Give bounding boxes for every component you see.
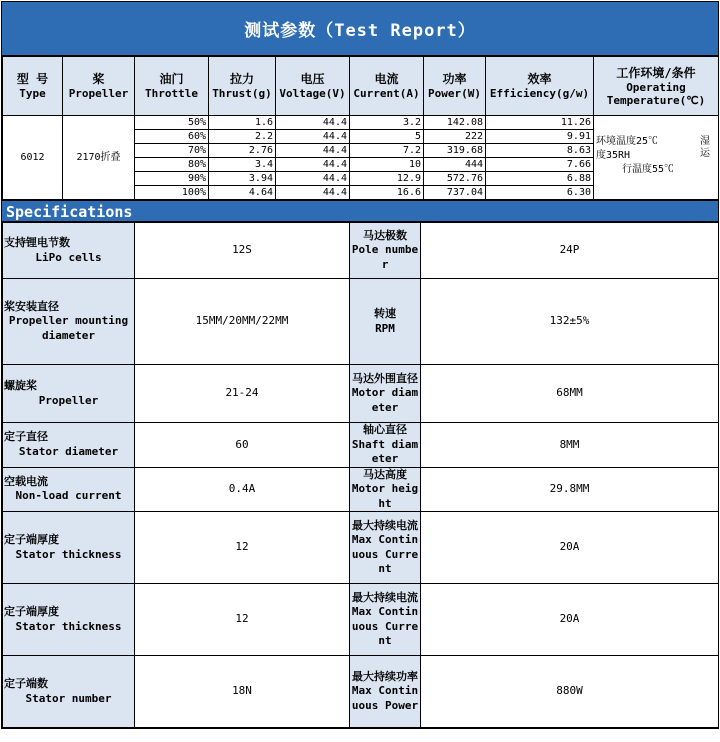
spec-value: 68MM bbox=[421, 365, 719, 423]
spec-rows bbox=[3, 223, 719, 728]
spec-label bbox=[3, 279, 135, 365]
spec-label-en: Non-load current bbox=[15, 489, 122, 503]
spec-label-zh: 马达外围直径 bbox=[352, 371, 418, 385]
spec-label-en: Propeller mounting diameter bbox=[8, 314, 129, 342]
header-voltage: 电压 Voltage(V) bbox=[276, 57, 350, 116]
environment-text: 度35RH bbox=[596, 150, 631, 161]
specifications-table bbox=[2, 222, 719, 728]
voltage-cell: 44.4 bbox=[276, 186, 350, 200]
spec-label-zh: 定子端厚度 bbox=[4, 605, 59, 618]
header-model: 型 号 Type bbox=[3, 57, 63, 116]
spec-label-en: Stator thickness bbox=[15, 547, 122, 561]
spec-value: 24P bbox=[421, 223, 719, 279]
header-propeller: 桨 Propeller bbox=[63, 57, 135, 116]
spec-label-en: LiPo cells bbox=[35, 250, 102, 264]
header-power: 功率 Power(W) bbox=[424, 57, 486, 116]
throttle-cell: 70% bbox=[135, 144, 209, 158]
spec-label bbox=[350, 279, 421, 365]
spec-label-zh: 空载电流 bbox=[4, 474, 48, 488]
header-throttle: 油门 Throttle bbox=[135, 57, 209, 116]
spec-label-zh: 马达高度 bbox=[363, 467, 407, 481]
throttle-cell: 100% bbox=[135, 186, 209, 200]
thrust-cell: 3.4 bbox=[209, 158, 276, 172]
spec-label-en: RPM bbox=[375, 321, 395, 335]
spec-label-zh: 定子端数 bbox=[4, 677, 48, 690]
spec-row bbox=[3, 223, 719, 279]
spec-value: 132±5% bbox=[421, 279, 719, 365]
spec-label-zh: 最大持续电流 bbox=[352, 590, 418, 604]
spec-value: 21-24 bbox=[135, 365, 350, 423]
spec-value: 20A bbox=[421, 512, 719, 584]
spec-label-zh: 轴心直径 bbox=[363, 423, 407, 436]
environment-text: 环境温度25℃ bbox=[596, 136, 659, 147]
report-title: 测试参数（Test Report） bbox=[2, 2, 718, 56]
throttle-cell: 80% bbox=[135, 158, 209, 172]
spec-label bbox=[3, 584, 135, 656]
spec-value: 880W bbox=[421, 656, 719, 728]
power-cell: 737.04 bbox=[424, 186, 486, 200]
spec-label-zh: 马达极数 bbox=[363, 228, 407, 242]
spec-label bbox=[3, 512, 135, 584]
spec-value: 12S bbox=[135, 223, 350, 279]
spec-label-en: Max Continuous Current bbox=[351, 533, 419, 575]
test-header-row bbox=[3, 57, 719, 116]
spec-label bbox=[350, 512, 421, 584]
throttle-cell: 50% bbox=[135, 116, 209, 130]
spec-label bbox=[350, 467, 421, 512]
spec-value: 29.8MM bbox=[421, 467, 719, 512]
spec-row bbox=[3, 279, 719, 365]
spec-value: 8MM bbox=[421, 423, 719, 468]
environment-text: 行温度55℃ bbox=[622, 164, 675, 175]
spec-label-en: Propeller bbox=[38, 393, 99, 407]
spec-label bbox=[350, 584, 421, 656]
spec-label bbox=[3, 467, 135, 512]
spec-row bbox=[3, 656, 719, 728]
efficiency-cell: 11.26 bbox=[486, 116, 594, 130]
throttle-cell: 90% bbox=[135, 172, 209, 186]
spec-label-zh: 桨安装直径 bbox=[4, 299, 59, 313]
spec-label bbox=[3, 223, 135, 279]
spec-value: 60 bbox=[135, 423, 350, 468]
spec-value: 0.4A bbox=[135, 467, 350, 512]
spec-label-en: Motor diameter bbox=[351, 386, 419, 414]
test-report-table bbox=[2, 56, 719, 200]
spec-label-en: Stator thickness bbox=[15, 619, 122, 633]
efficiency-cell: 7.66 bbox=[486, 158, 594, 172]
spec-row bbox=[3, 467, 719, 512]
spec-label bbox=[3, 423, 135, 468]
spec-label-en: Pole number bbox=[351, 243, 419, 271]
spec-row bbox=[3, 423, 719, 468]
spec-label-zh: 支持锂电节数 bbox=[4, 236, 70, 249]
specifications-title: Specifications bbox=[2, 200, 718, 222]
spec-label-en: Max Continuous Current bbox=[351, 605, 419, 647]
spec-value: 12 bbox=[135, 512, 350, 584]
spec-label-en: Max Continuous Power bbox=[351, 684, 419, 712]
current-cell: 7.2 bbox=[350, 144, 424, 158]
spec-row bbox=[3, 365, 719, 423]
spec-label-zh: 定子直径 bbox=[4, 430, 48, 444]
efficiency-cell: 6.30 bbox=[486, 186, 594, 200]
spec-label-zh: 最大持续功率 bbox=[352, 669, 418, 683]
voltage-cell: 44.4 bbox=[276, 116, 350, 130]
current-cell: 5 bbox=[350, 130, 424, 144]
header-current: 电流 Current(A) bbox=[350, 57, 424, 116]
spec-label-en: Stator diameter bbox=[18, 444, 119, 458]
thrust-cell: 4.64 bbox=[209, 186, 276, 200]
environment-text: 湿运 bbox=[700, 136, 710, 159]
spec-label-en: Stator number bbox=[25, 691, 112, 705]
test-row bbox=[3, 116, 719, 130]
spec-label bbox=[350, 223, 421, 279]
model-cell: 6012 bbox=[3, 116, 63, 200]
power-cell: 572.76 bbox=[424, 172, 486, 186]
spec-label bbox=[350, 656, 421, 728]
spec-label bbox=[350, 365, 421, 423]
propeller-cell: 2170折叠 bbox=[63, 116, 135, 200]
thrust-cell: 2.76 bbox=[209, 144, 276, 158]
spec-row bbox=[3, 512, 719, 584]
spec-value: 20A bbox=[421, 584, 719, 656]
current-cell: 16.6 bbox=[350, 186, 424, 200]
spec-label bbox=[350, 423, 421, 468]
spec-label-en: Motor height bbox=[351, 482, 419, 510]
efficiency-cell: 8.63 bbox=[486, 144, 594, 158]
spec-value: 12 bbox=[135, 584, 350, 656]
header-thrust: 拉力 Thrust(g) bbox=[209, 57, 276, 116]
spec-label bbox=[3, 656, 135, 728]
environment-cell bbox=[594, 116, 719, 200]
efficiency-cell: 6.88 bbox=[486, 172, 594, 186]
spec-value: 18N bbox=[135, 656, 350, 728]
header-efficiency: 效率 Efficiency(g/w) bbox=[486, 57, 594, 116]
spec-label-zh: 螺旋桨 bbox=[4, 379, 37, 392]
voltage-cell: 44.4 bbox=[276, 158, 350, 172]
thrust-cell: 2.2 bbox=[209, 130, 276, 144]
header-environment: 工作环境/条件 Operating Temperature(℃) bbox=[594, 57, 719, 116]
current-cell: 3.2 bbox=[350, 116, 424, 130]
power-cell: 142.08 bbox=[424, 116, 486, 130]
report-sheet bbox=[1, 1, 719, 729]
voltage-cell: 44.4 bbox=[276, 130, 350, 144]
thrust-cell: 1.6 bbox=[209, 116, 276, 130]
test-rows bbox=[3, 116, 719, 200]
spec-value: 15MM/20MM/22MM bbox=[135, 279, 350, 365]
power-cell: 222 bbox=[424, 130, 486, 144]
spec-label-en: Shaft diameter bbox=[351, 437, 419, 465]
power-cell: 444 bbox=[424, 158, 486, 172]
power-cell: 319.68 bbox=[424, 144, 486, 158]
spec-label bbox=[3, 365, 135, 423]
spec-label-zh: 最大持续电流 bbox=[352, 518, 418, 532]
throttle-cell: 60% bbox=[135, 130, 209, 144]
voltage-cell: 44.4 bbox=[276, 172, 350, 186]
current-cell: 10 bbox=[350, 158, 424, 172]
efficiency-cell: 9.91 bbox=[486, 130, 594, 144]
spec-label-zh: 转速 bbox=[374, 307, 396, 320]
spec-label-zh: 定子端厚度 bbox=[4, 533, 59, 546]
spec-row bbox=[3, 584, 719, 656]
voltage-cell: 44.4 bbox=[276, 144, 350, 158]
thrust-cell: 3.94 bbox=[209, 172, 276, 186]
current-cell: 12.9 bbox=[350, 172, 424, 186]
